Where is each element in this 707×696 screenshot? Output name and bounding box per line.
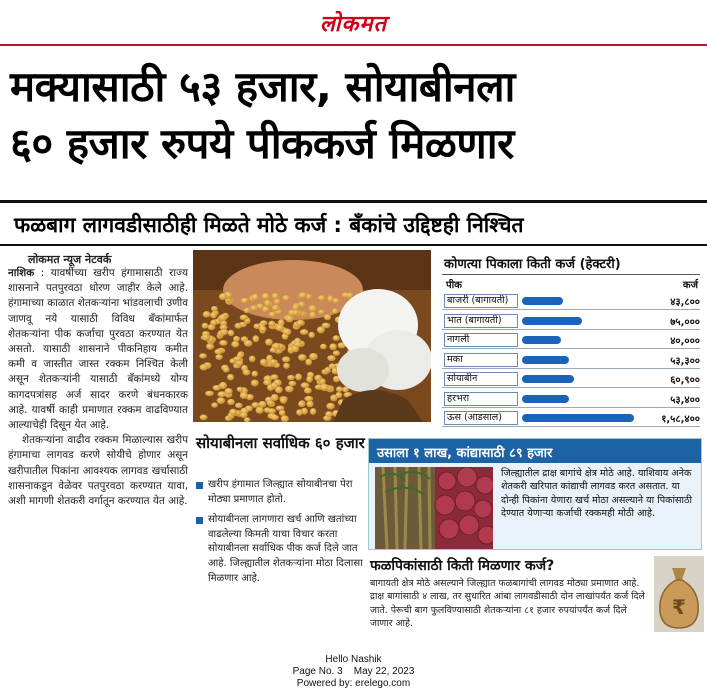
soybean-seed [271,382,278,389]
footer-date: May 22, 2023 [353,666,415,677]
onion-box-title: उसाला १ लाख, कांद्यासाठी ८९ हजार [369,439,701,463]
article-body [8,266,188,648]
soybean-seed [318,310,325,315]
soybean-seed [285,386,294,393]
loan-table-title: कोणत्या पिकाला किती कर्ज (हेक्टरी) [444,257,621,272]
divider [442,274,700,275]
soybean-seed [262,293,270,300]
soybean-seed [217,397,225,404]
loan-table-row [442,331,700,349]
soybean-seed [306,376,313,383]
soybean-seed [283,329,291,336]
soybean-seed [229,409,237,416]
loan-amount-bar [522,395,569,403]
soybean-seed [320,384,329,391]
soybean-seed [336,392,343,398]
soybean-seed [205,391,214,396]
soybean-seed [309,332,315,338]
soybean-seed [314,375,322,381]
soybean-seed [228,330,234,336]
crop-column-header: पीक [446,280,462,291]
soybean-seed [298,354,307,361]
soybean-seed [223,367,230,372]
soybean-seed [235,323,242,329]
soybean-seed [264,300,271,307]
soybean-seed [333,350,340,355]
soybean-seed [301,382,310,388]
crop-name: सोयाबीन [444,372,518,386]
soybean-seed [240,412,247,418]
crop-name: नागली [444,333,518,347]
soybean-seed [203,311,211,318]
soybean-seed [252,371,259,377]
soybean-seed [268,408,276,413]
soybean-seed [300,329,308,335]
soybean-seed [298,402,305,407]
footer-page: Page No. 3 [292,666,343,677]
soybean-seed [306,401,313,408]
paragraph-text: : यावर्षीच्या खरीप हंगामासाठी राज्य शासनाने पतपुरवठा धोरण जाहीर केले आहे. हंगामाच्या काळात शेतकऱ्यांना भांडवलाची उणीव जाणवू नये यासाठी विविध बँकांमार्फत शेतकऱ्यांना पीक कर्जाचा पुरवठा करण्यात येत असतो. यासाठी शासनाने पीकनिहाय कमीत कमी व जास्तीत जास्त रक्कम निश्चित केली असून शेतकऱ्यांनी यासाठी बँकांमध्ये योग्य कागदपत्रांसह अर्ज सादर करणे बंधनकारक आहे. यावर्षी काही प्रमाणात रक्कम वाढविण्यात आल्याचेही दिसून येत आहे. [8,267,188,432]
soybean-seed [309,353,318,360]
soybean-seed [293,305,300,311]
soybean-seed [268,321,275,327]
soybean-seed [276,406,285,411]
loan-amount-bar [522,375,574,383]
loan-table-row [442,370,700,388]
soybean-seed [233,356,242,361]
loan-table-row [442,351,700,369]
soybean-seed [243,369,251,375]
loan-amount: १,५८,४०० [661,414,700,425]
dateline: नाशिक [8,267,35,279]
soybean-seed [299,292,307,298]
article-paragraph: शेतकऱ्यांना वाढीव रक्कम मिळाल्यास खरीप हंगामाचा लागवड करणे सोयीचे होणार असून खरीपातील पिकांना आवश्यक लागवड खर्चासाठी शासनाकडून वेळेवर पतपुरवठा करण्यात यावा, अशी मागणी शेतकरी वर्गातून करण्यात येत आहे. [8,434,188,508]
soybean-seed [241,298,249,304]
soybean-seed [233,336,240,342]
loan-amount-bar [522,317,582,325]
soybean-seed [310,312,317,319]
loan-amount: ७५,००० [670,316,700,328]
soybean-seed [200,415,208,421]
soybean-seed [283,363,290,369]
soybean-seed [333,335,340,341]
soybean-seed [250,305,258,311]
bullet-square-icon [196,517,203,524]
soybean-seed [210,312,217,318]
footer-powered-by: Powered by: erelego.com [296,678,411,689]
crop-name: बाजरी (बागायती) [444,294,518,308]
soybean-seed [329,343,336,350]
soybean-seed [270,359,278,364]
crop-name: भात (बागायती) [444,314,518,328]
soybean-seed [322,323,331,329]
fruit-section-text: बागायती क्षेत्र मोठे असल्याने जिल्ह्यात फळबागांची लागवड मोठ्या प्रमाणात आहे. द्राक्ष बागांसाठी ४ लाख, तर सुधारित आंबा लागवडीसाठी दोन लाखांपर्यंत कर्ज दिले जाते. पेरूची बाग फुलविण्यासाठी शेतकऱ्यांना ८१ हजार रुपयांपर्यंत कर्ज दिले जाणार आहे. [370,578,645,630]
soybean-seed [260,359,267,366]
loan-amount: ४०,००० [670,336,700,347]
soybean-seed [304,388,312,394]
article-paragraph [8,266,188,433]
soybean-seed [272,293,279,300]
onion-sugarcane-box [368,438,702,550]
soybean-seed [326,403,334,410]
soybean-seed [288,381,296,386]
soybean-seed [251,380,259,387]
soybean-seed [259,326,267,331]
bullet-text: खरीप हंगामात जिल्ह्यात सोयाबीनचा पेरा मोठ्या प्रमाणात होतो. [208,479,353,505]
soybean-seed [244,340,253,347]
soybean-seed [276,325,285,332]
soybean-seed [252,294,259,301]
soybean-seed [251,402,259,408]
fruit-section-title: फळपिकांसाठी किती मिळणार कर्ज? [370,558,555,574]
soybean-seed [262,306,270,312]
soybean-seed [211,306,218,311]
soybean-seed [271,394,279,401]
soybean-seed [294,342,302,347]
soybean-seed [240,315,248,321]
loan-column-header: कर्ज [682,280,698,291]
loan-amount-bar [522,336,561,344]
soybean-seed [336,386,343,392]
soybean-seed [295,374,302,381]
soybean-seed [283,295,290,301]
subheadline: फळबाग लागवडीसाठीही मिळते मोठे कर्ज : बँकांचे उद्दिष्टही निश्चित [14,213,524,237]
newspaper-logo: लोकमत [319,12,388,37]
soybean-seed [310,408,316,415]
soybean-seed [296,409,303,415]
soybean-seed [324,367,330,373]
soybean-seed [272,305,280,312]
loan-amount: ५३,३०० [670,355,700,367]
soybean-seed [281,415,289,422]
soybean-seed [253,335,260,342]
crop-name: मका [444,353,518,367]
soybean-seed [327,295,333,302]
bullet-square-icon [196,482,203,489]
soybean-seed [213,385,221,391]
crop-name: हरभरा [444,392,518,406]
loan-amount: ५३,४०० [670,394,700,406]
soybean-seed [219,293,227,300]
bullet-item [196,513,364,586]
soybean-seed [227,399,235,405]
soybean-seed [267,400,274,405]
soybean-seed [231,341,239,348]
footer-page-date [0,666,707,678]
loan-table-row [442,409,700,427]
loan-amount: ६०,९०० [670,375,700,386]
soybean-seed [227,374,234,381]
loan-amount-bar [522,297,563,305]
crop-name: ऊस (आडसाल) [444,411,518,425]
soybean-seed [199,353,207,358]
soybean-seed [219,314,227,321]
soybean-seed [332,308,339,314]
soybean-seed [210,320,217,326]
money-bag-icon [654,556,704,632]
soybean-seed [270,415,279,420]
soybean-seed [202,323,209,329]
onion-box-text: जिल्ह्यातील द्राक्ष बागांचे क्षेत्र मोठे आहे. याशिवाय अनेक शेतकरी खरिपात कांद्याची लागवड करत असतात. या दोन्ही पिकांना येणारा खर्च मोठा असल्याने या पिकांसाठी देण्यात येणाऱ्या कर्जाची रक्कमही मोठी आहे. [501,468,693,520]
soybean-seed [309,305,317,312]
byline: लोकमत न्यूज नेटवर्क [28,253,112,266]
sugarcane-onion-photo [375,467,493,549]
soybean-seed [280,397,287,403]
soybean-seed [304,396,313,402]
bullet-text: सोयाबीनला लागणारा खर्च आणि खतांच्या वाढलेल्या किमती याचा विचार करता सोयाबीनला सर्वाधिक पीक कर्ज दिले जात आहे. जिल्ह्यातील शेतकऱ्यांना मोठा दिलासा मिळणार आहे. [208,514,363,584]
loan-table-row [442,312,700,330]
soybean-seed [320,344,327,350]
soybean-seed [279,410,286,416]
page-footer [0,654,707,690]
footer-edition: Hello Nashik [325,654,382,665]
soybean-cotton-photo [193,250,431,422]
soybean-seed [237,387,244,392]
soybean-seed [318,295,326,301]
svg-text:₹: ₹ [672,595,686,619]
soybean-seed [325,411,332,417]
soybean-seed [249,356,256,362]
soybean-seed [282,356,290,362]
masthead [0,0,707,46]
soybean-seed [235,403,243,409]
soybean-seed [296,320,305,326]
soybean-seed [240,393,248,399]
soybean-seed [273,343,281,350]
loan-amount-bar [522,414,634,422]
soybean-seed [211,402,218,407]
soybean-seed [203,334,210,340]
soybean-seed [225,388,233,395]
soybean-seed [305,359,312,366]
soybean-seed [265,339,273,346]
soybean-seed [214,349,222,354]
soybean-seed [256,407,264,414]
soybean-seed [263,380,271,385]
soybean-seed [219,340,227,346]
soybean-seed [285,315,293,322]
soybean-seed [271,374,279,380]
headline-line-1: मक्यासाठी ५३ हजार, सोयाबीनला [10,62,515,111]
soybean-section-title: सोयाबीनला सर्वाधिक ६० हजार [196,434,365,452]
loan-amount-bar [522,356,569,364]
soybean-seed [258,401,266,408]
soybean-seed [287,375,295,380]
soybean-seed [215,354,222,360]
soybean-bullet-list [196,478,364,592]
loan-table-row [442,292,700,310]
loan-table-row [442,390,700,408]
subheadline-bar [0,200,707,246]
soybean-seed [327,355,335,361]
soybean-seed [200,364,208,370]
headline [10,58,700,172]
bullet-item [196,478,364,507]
soybean-seed [324,314,331,320]
soybean-seed [293,310,299,316]
soybean-seed [220,325,228,330]
headline-line-2: ६० हजार रुपये पीककर्ज मिळणार [10,119,514,168]
soybean-seed [244,308,251,314]
loan-amount: ४३,८०० [670,297,700,308]
